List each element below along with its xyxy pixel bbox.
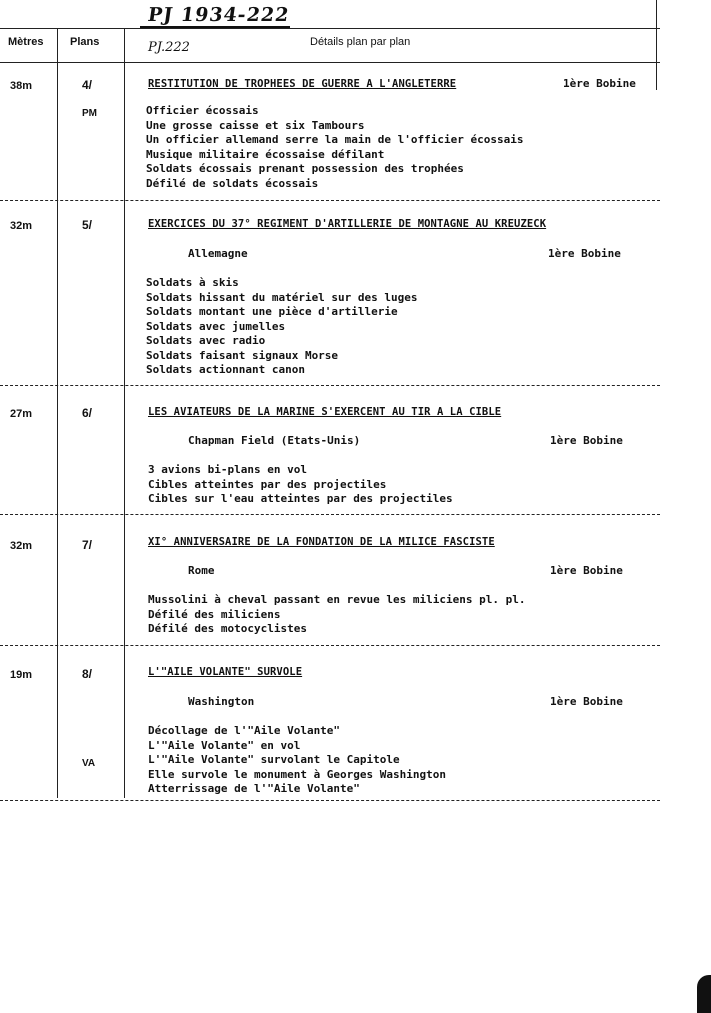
- entry-bobine: 1ère Bobine: [548, 247, 621, 260]
- entry-plan-number: 6/: [82, 406, 93, 420]
- column-header-details: Détails plan par plan: [310, 36, 411, 48]
- shot-item: Défilé de soldats écossais: [146, 176, 319, 190]
- right-edge-rule: [656, 0, 657, 90]
- shot-item: Défilé des motocyclistes: [148, 622, 307, 635]
- entry-plan-number: 7/: [82, 538, 93, 552]
- entry-title: LES AVIATEURS DE LA MARINE S'EXERCENT AU TIR A LA CIBLE: [148, 406, 502, 418]
- entry-shot-list: [146, 104, 524, 191]
- shot-item: Décollage de l'"Aile Volante": [148, 724, 341, 737]
- entry-separator: [0, 385, 660, 386]
- entry-separator: [0, 514, 660, 515]
- shot-item: Cibles atteintes par des projectiles: [148, 477, 387, 491]
- shot-item: Soldats hissant du matériel sur des luges: [146, 290, 418, 304]
- entry-metres: 27m: [10, 408, 33, 420]
- entry-bobine: 1ère Bobine: [550, 564, 623, 577]
- shot-item: L'"Aile Volante" en vol: [148, 738, 301, 752]
- shot-item: Elle survole le monument à Georges Washington: [148, 767, 447, 781]
- header-top-rule: [0, 28, 660, 29]
- shot-item: Soldats faisant signaux Morse: [146, 348, 339, 362]
- entry-title: XI° ANNIVERSAIRE DE LA FONDATION DE LA MILICE FASCISTE: [148, 536, 495, 548]
- entry-bobine: 1ère Bobine: [550, 434, 623, 447]
- entry-title: L'"AILE VOLANTE" SURVOLE: [148, 666, 303, 678]
- shot-item: Soldats avec radio: [146, 334, 266, 347]
- entry-place: Allemagne: [188, 247, 248, 260]
- entry-place: Rome: [188, 564, 215, 577]
- shot-item: 3 avions bi-plans en vol: [148, 463, 307, 476]
- column-separator-2: [124, 28, 125, 798]
- entry-shot-list: [148, 593, 526, 637]
- shot-item: Une grosse caisse et six Tambours: [146, 118, 365, 132]
- column-separator-1: [57, 28, 58, 798]
- handwritten-reference: PJ.222: [148, 40, 190, 55]
- shot-item: Soldats à skis: [146, 276, 239, 289]
- entry-plan-number: 8/: [82, 667, 93, 681]
- shot-item: Musique militaire écossaise défilant: [146, 147, 385, 161]
- column-header-metres: Mètres: [8, 36, 44, 48]
- entry-plan-number: 4/: [82, 78, 93, 92]
- shot-item: Officier écossais: [146, 104, 259, 117]
- entry-metres: 38m: [10, 80, 33, 92]
- entry-title: EXERCICES DU 37° REGIMENT D'ARTILLERIE DE MONTAGNE AU KREUZECK: [148, 218, 547, 230]
- entry-shot-list: [148, 724, 446, 797]
- shot-item: Défilé des miliciens: [148, 607, 281, 621]
- entry-title: RESTITUTION DE TROPHEES DE GUERRE A L'ANGLETERRE: [148, 78, 457, 90]
- entry-metres: 32m: [10, 540, 33, 552]
- entry-bobine: 1ère Bobine: [550, 695, 623, 708]
- entry-shot-list: [146, 276, 418, 378]
- shot-item: Mussolini à cheval passant en revue les miliciens pl. pl.: [148, 593, 526, 606]
- shot-item: Atterrissage de l'"Aile Volante": [148, 782, 360, 795]
- entry-separator: [0, 200, 660, 201]
- header-bottom-rule: [0, 62, 660, 63]
- entry-bobine: 1ère Bobine: [563, 77, 636, 90]
- entry-plan-code: VA: [82, 758, 96, 769]
- entry-plan-code: PM: [82, 108, 97, 119]
- shot-item: Un officier allemand serre la main de l'officier écossais: [146, 133, 524, 146]
- entry-separator: [0, 800, 660, 801]
- shot-item: L'"Aile Volante" survolant le Capitole: [148, 753, 400, 766]
- column-header-plans: Plans: [70, 36, 100, 48]
- scan-edge-mark: [697, 975, 711, 1013]
- entry-separator: [0, 645, 660, 646]
- entry-plan-number: 5/: [82, 218, 93, 232]
- shot-item: Soldats montant une pièce d'artillerie: [146, 305, 398, 318]
- entry-place: Chapman Field (Etats-Unis): [188, 434, 361, 447]
- shot-item: Soldats actionnant canon: [146, 363, 305, 376]
- entry-metres: 19m: [10, 669, 33, 681]
- shot-item: Soldats avec jumelles: [146, 319, 286, 333]
- entry-shot-list: [148, 463, 453, 507]
- document-id: PJ 1934-222: [146, 4, 291, 26]
- shot-item: Cibles sur l'eau atteintes par des projectiles: [148, 492, 453, 505]
- entry-place: Washington: [188, 695, 255, 708]
- entry-metres: 32m: [10, 220, 33, 232]
- shot-item: Soldats écossais prenant possession des trophées: [146, 162, 464, 175]
